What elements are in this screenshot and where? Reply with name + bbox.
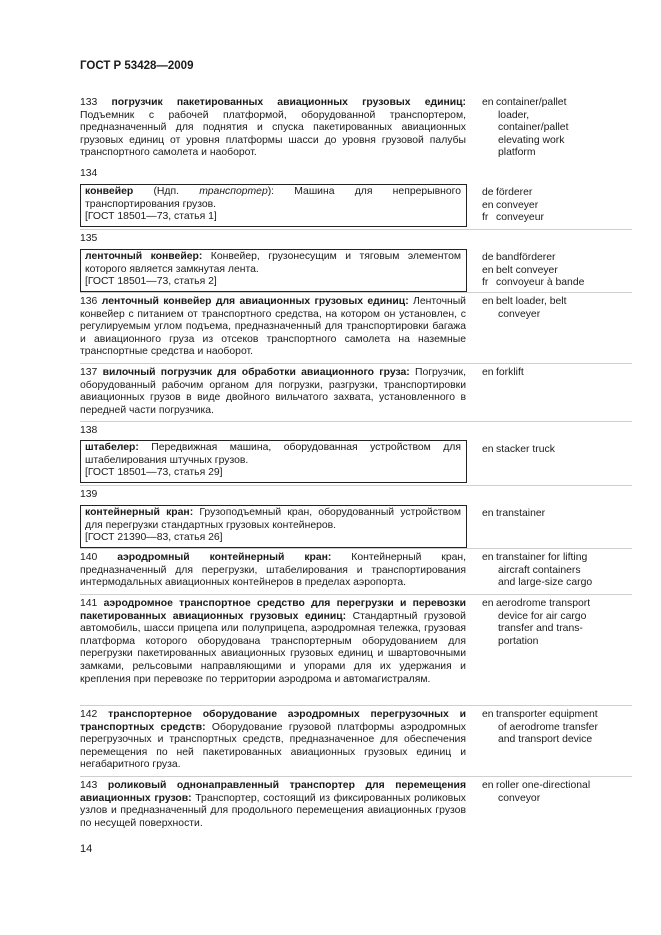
term-definition: Подъемник с рабочей платформой, оборудованной транспортером, предназначенный для поднятия и спуска пакетированных авиационных грузовых единиц от уровня платформы шасси до уровня грузовой палубы транспортного самолета и наоборот. bbox=[80, 109, 466, 159]
document-header: ГОСТ Р 53428—2009 bbox=[80, 60, 194, 72]
row-divider bbox=[80, 485, 632, 486]
term-title: роликовый однонаправленный транспортер для перемещения авиационных грузов: bbox=[80, 780, 467, 804]
term-entry-134: конвейер (Ндп. транспортер): Машина для непрерывного транспортирования грузов. [ГОСТ 18501—73, статья 1] bbox=[80, 184, 467, 227]
translation-142: en transporter equipment of aerodrome transfer and transport device bbox=[482, 709, 598, 746]
term-source: [ГОСТ 18501—73, статья 29] bbox=[85, 467, 223, 479]
term-title: ленточный конвейер: bbox=[85, 251, 203, 262]
row-divider bbox=[80, 548, 632, 549]
translation-141: en aerodrome transport device for air cargo transfer and trans- portation bbox=[482, 598, 591, 647]
term-title: конвейер bbox=[85, 186, 134, 197]
term-title: погрузчик пакетированных авиационных грузовых единиц: bbox=[111, 97, 466, 108]
row-divider bbox=[80, 776, 632, 777]
term-title: транспортерное оборудование аэродромных перегрузочных и транспортных средств: bbox=[80, 709, 466, 733]
term-title: вилочный погрузчик для обработки авиационного груза: bbox=[102, 367, 410, 378]
term-entry-133 bbox=[80, 97, 466, 160]
term-number-138: 138 bbox=[80, 425, 98, 436]
term-title: аэродромное транспортное средство для перегрузки и перевозки пакетированных авиационных грузовых единиц: bbox=[80, 598, 467, 622]
translation-139: en transtainer bbox=[482, 508, 546, 519]
term-title: штабелер: bbox=[85, 442, 139, 453]
row-divider bbox=[80, 705, 632, 706]
term-entry-139: контейнерный кран: Грузоподъемный кран, оборудованный устройством для перегрузки стандартных грузовых контейнеров. [ГОСТ 21390—83, статья 26] bbox=[80, 505, 467, 548]
term-entry-135: ленточный конвейер: Конвейер, грузонесущим и тяговым элементом которого является замкнутая лента. [ГОСТ 18501—73, статья 2] bbox=[80, 249, 467, 292]
term-number-139: 139 bbox=[80, 489, 98, 500]
term-entry-143: 143 роликовый однонаправленный транспортер для перемещения авиационных грузов: Транспортер, состоящий из фиксированных роликовых узлов и предназначенный для продольного перемещения авиационных грузов по несущей поверхности. bbox=[80, 780, 467, 829]
translation-138: en stacker truck bbox=[482, 444, 555, 455]
term-entry-137: 137 вилочный погрузчик для обработки авиационного груза: Погрузчик, оборудованный рабочим органом для погрузки, разгрузки, транспортировки авиационных грузов в виде двойного вильчатого захвата, установленного в передней части погрузчика. bbox=[80, 367, 466, 416]
term-entry-141: 141 аэродромное транспортное средство для перегрузки и перевозки пакетированных авиационных грузовых единиц: Стандартный грузовой автомобиль, шасси прицепа или полуприцепа, аэродромная тележка, грузовая платформа которого оборудована транспортерным оборудованием для перегрузки пакетированных авиационных грузовых единиц и швартовочными замками, рельсовыми направляющими и упорами для их удержания и крепления при перевозке по территории аэродрома и автомагистралям. bbox=[80, 598, 467, 685]
row-divider bbox=[80, 229, 632, 230]
translation-136: en belt loader, belt conveyer bbox=[482, 296, 567, 320]
translation-137: en forklift bbox=[482, 367, 524, 378]
term-entry-142: 142 транспортерное оборудование аэродромных перегрузочных и транспортных средств: Оборудование грузовой платформы аэродромных перегрузочных и транспортных средств, предназначенное для обеспечения перемещения по ней пакетированных авиационных грузовых единиц и негабаритного груза. bbox=[80, 709, 466, 771]
translation-140: en transtainer for lifting aircraft containers and large-size cargo bbox=[482, 552, 593, 589]
page-number: 14 bbox=[80, 843, 93, 855]
translation-135: de bandförderer en belt conveyer fr convoyeur à bande bbox=[482, 252, 585, 289]
term-entry-138: штабелер: Передвижная машина, оборудованная устройством для штабелирования штучных грузов. [ГОСТ 18501—73, статья 29] bbox=[80, 440, 467, 483]
translation-134: de förderer en conveyer fr conveyeur bbox=[482, 187, 544, 224]
term-source: [ГОСТ 21390—83, статья 26] bbox=[85, 532, 223, 544]
row-divider bbox=[80, 363, 632, 364]
term-source: [ГОСТ 18501—73, статья 1] bbox=[85, 211, 217, 223]
term-title: аэродромный контейнерный кран: bbox=[117, 552, 332, 563]
row-divider bbox=[80, 594, 632, 595]
term-title: ленточный конвейер для авиационных грузовых единиц: bbox=[101, 296, 409, 307]
term-number: 133 bbox=[80, 97, 98, 108]
row-divider bbox=[80, 421, 632, 422]
term-entry-136: 136 ленточный конвейер для авиационных грузовых единиц: Ленточный конвейер с питанием от транспортного средства, на котором он установлен, с регулируемым углом подъема, предназначенный для транспортировки багажа и авиационного груза из отсеков транспортного самолета на наземные транспортные средства и наоборот. bbox=[80, 296, 466, 358]
term-title: контейнерный кран: bbox=[85, 507, 194, 518]
term-number-135: 135 bbox=[80, 233, 98, 244]
term-number-134: 134 bbox=[80, 168, 98, 179]
row-divider bbox=[80, 292, 632, 293]
term-entry-140: 140 аэродромный контейнерный кран: Контейнерный кран, предназначенный для перегрузки, штабелирования и транспортирования интермодальных авиационных контейнеров в пределах аэропорта. bbox=[80, 552, 467, 589]
translation-143: en roller one-directional conveyor bbox=[482, 780, 591, 804]
translation-133: en container/pallet loader, container/pallet elevating work platform bbox=[482, 97, 569, 159]
term-source: [ГОСТ 18501—73, статья 2] bbox=[85, 276, 217, 288]
